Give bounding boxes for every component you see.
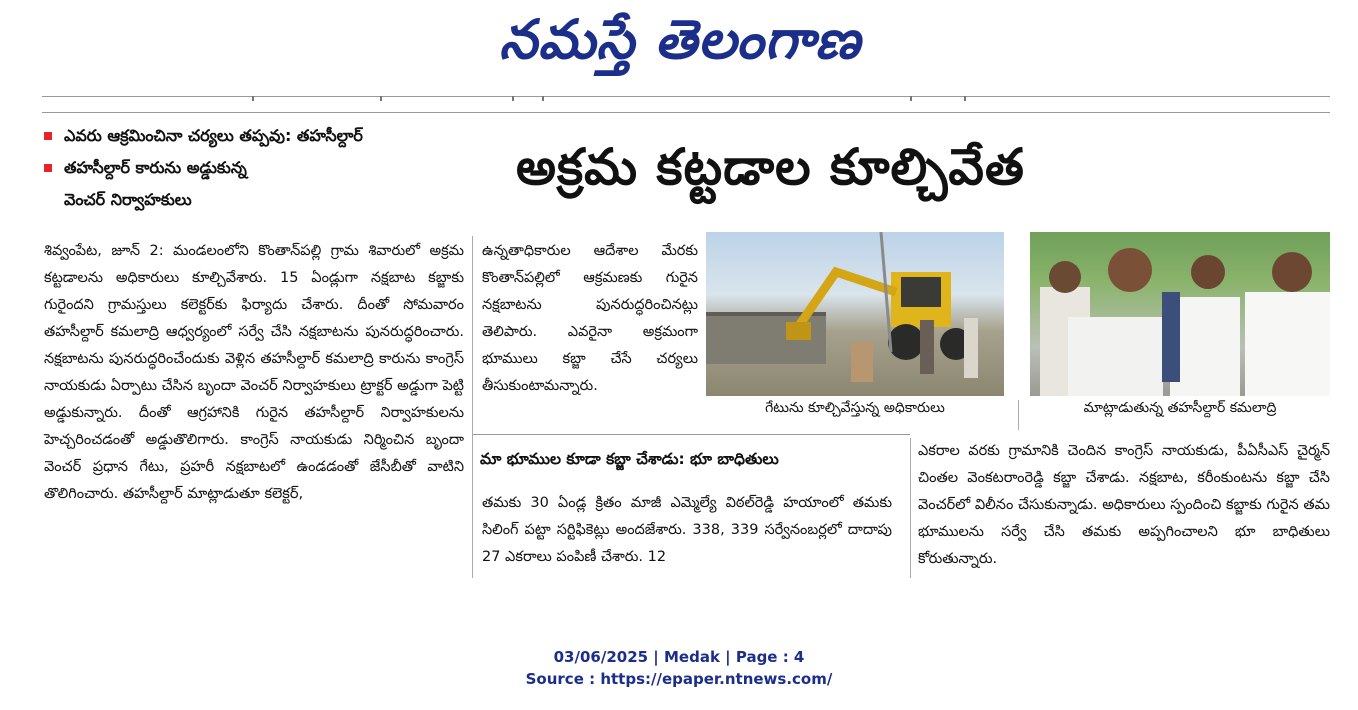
column-divider: [472, 236, 473, 578]
subsection-rule: [472, 434, 910, 435]
masthead-tick-line: [42, 96, 1330, 102]
source-link[interactable]: Source : https://epaper.ntnews.com/: [525, 670, 833, 688]
red-square-bullet-icon: [44, 132, 52, 140]
edition-info: 03/06/2025 | Medak | Page : 4: [553, 648, 805, 666]
highlight-item: ఎవరు ఆక్రమించినా చర్యలు తప్పవు: తహసీల్దార్: [44, 124, 464, 148]
red-square-bullet-icon: [44, 164, 52, 172]
tahsildar-speaking-photo: [1030, 232, 1330, 396]
caption-divider: [1018, 400, 1019, 430]
photo-caption-tahsildar: మాట్లాడుతున్న తహసీల్దార్ కమలాద్రి: [1083, 400, 1277, 416]
article-column-1: శివ్వంపేట, జూన్ 2: మండలంలోని కొంతాన్‌పల్లి గ్రామ శివారులో అక్రమ కట్టడాలను అధికారులు కూల్చివేశారు. 15 ఏండ్లుగా నక్షబాట కబ్జాకు గురైందని గ్రామస్తులు కలెక్టర్‌కు ఫిర్యాదు చేశారు. దీంతో సోమవారం తహసీల్దార్ కమలాద్రి ఆధ్వర్యంలో సర్వే చేసి నక్షబాటను పునరుద్ధరించారు. నక్షబాటను పునరుద్ధరించేందుకు వెళ్లిన తహసీల్దార్ కమలాద్రి కారును కాంగ్రెస్ నాయకుడు ఏర్పాటు చేసిన బృందా వెంచర్ నిర్వాహకులు ట్రాక్టర్ అడ్డుగా పెట్టి అడ్డుకున్నారు. దీంతో ఆగ్రహానికి గురైన తహసీల్దార్ నిర్వాహకులను హెచ్చరించడంతో అడ్డుతొలిగారు. కాంగ్రెస్ నాయకుడు నిర్మించిన బృందా వెంచర్ ప్రధాన గేటు, ప్రహరీ నక్షబాటలో ఉండడంతో జేసీబీతో వాటిని తొలిగించారు. తహసీల్దార్ మాట్లాడుతూ కలెక్టర్,: [44, 243, 464, 502]
article-headline: అక్రమ కట్టడాల కూల్చివేత: [516, 138, 1025, 196]
highlights-list: [44, 124, 464, 212]
article-column-3: తమకు 30 ఏండ్ల క్రితం మాజీ ఎమ్మెల్యే విఠల్‌రెడ్డి హయాంలో తమకు సిలింగ్ పట్టా సర్టిఫికెట్లు అందజేశారు. 338, 339 సర్వేనంబర్లలో దాదాపు 27 ఎకరాలు పంపిణీ చేశారు. 12: [482, 495, 892, 565]
photo-caption-demolition: గేటును కూల్చివేస్తున్న అధికారులు: [765, 400, 945, 416]
column-divider: [910, 438, 911, 578]
article-column-4: ఎకరాల వరకు గ్రామానికి చెందిన కాంగ్రెస్ నాయకుడు, పీఏసీఎస్ చైర్మన్ చింతల వెంకటరాంరెడ్డి కబ్జా చేశాడు. నక్షబాట, కరీంకుంటను కబ్జా చేసి వెంచర్‌లో విలీనం చేసుకున్నాడు. అధికారులు స్పందించి కబ్జాకు గురైన తమ భూములను సర్వే చేసి తమకు అప్పగించాలని భూ బాధితులు కోరుతున్నారు.: [918, 443, 1330, 567]
article-column-2: ఉన్నతాధికారుల ఆదేశాల మేరకు కొంతాన్‌పల్లిలో ఆక్రమణకు గురైన నక్షబాటను పునరుద్ధరించినట్లు తెలిపారు. ఎవరైనా అక్రమంగా భూములు కబ్జా చేసే చర్యలు తీసుకుంటామన్నారు.: [482, 243, 698, 394]
section-rule: [42, 112, 1330, 113]
sub-headline: మా భూముల కూడా కబ్జా చేశాడు: భూ బాధితులు: [480, 450, 779, 468]
highlight-item-continued: వెంచర్ నిర్వాహకులు: [64, 190, 192, 209]
highlight-item: తహసీల్దార్ కారును అడ్డుకున్న: [44, 156, 464, 180]
demolition-photo: [706, 232, 1004, 396]
newspaper-masthead: నమస్తే తెలంగాణ: [499, 7, 861, 71]
